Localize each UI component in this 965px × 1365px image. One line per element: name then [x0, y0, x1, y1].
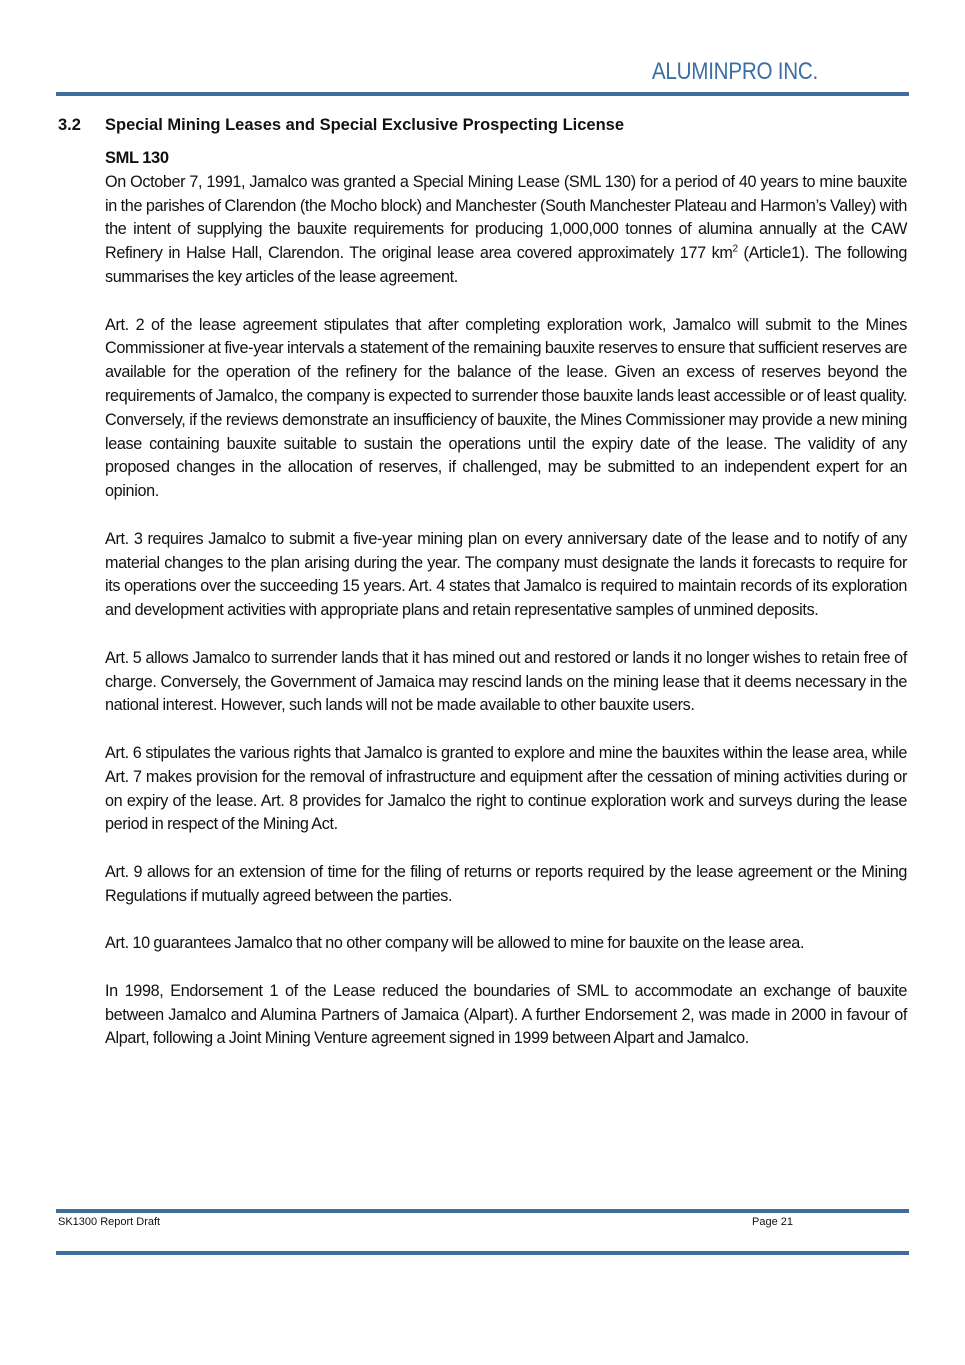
- company-header: ALUMINPRO INC.: [651, 58, 818, 85]
- header-rule: [56, 92, 909, 96]
- paragraph: Art. 3 requires Jamalco to submit a five-year mining plan on every anniversary date of the lease and to notify of any material changes to the plan arising during the year. The company must designate the lands it forecasts to require for its operations over the succeeding 15 years. Art. 4 states that Jamalco is required to maintain records of its exploration and development activities with appropriate plans and retain representative samples of unmined deposits.: [105, 529, 907, 620]
- section-title: Special Mining Leases and Special Exclusive Prospecting License: [105, 116, 625, 134]
- paragraph-text: On October 7, 1991, Jamalco was granted a Special Mining Lease (SML 130) for a period of 40 years to mine bauxite in the parishes of Clarendon (the Mocho block) and Manchester (South Manchester Plateau and Harmon’s Valley) with the intent of supplying the bauxite requirements for producing 1,000,000 tonnes of alumina annually at the CAW Refinery in Halse Hall, Clarendon. The original lease area covered approximately 177 km: [105, 172, 907, 263]
- paragraph: Art. 6 stipulates the various rights that Jamalco is granted to explore and mine the bauxites within the lease area, while Art. 7 makes provision for the removal of infrastructure and equipment after the cessation of mining activities during or on expiry of the lease. Art. 8 provides for Jamalco the right to continue exploration work and surveys during the lease period in respect of the Mining Act.: [105, 743, 907, 834]
- section-number: 3.2: [58, 116, 81, 134]
- section-heading: [58, 116, 624, 135]
- footer-rule-top: [56, 1209, 909, 1213]
- paragraph: [105, 171, 907, 290]
- section-body: [105, 147, 907, 1075]
- paragraph: Art. 5 allows Jamalco to surrender lands that it has mined out and restored or lands it no longer wishes to retain free of charge. Conversely, the Government of Jamaica may rescind lands on the mining lease that it deems necessary in the national interest. However, such lands will not be made available to other bauxite users.: [105, 648, 907, 715]
- paragraph: Art. 2 of the lease agreement stipulates that after completing exploration work, Jamalco will submit to the Mines Commissioner at five-year intervals a statement of the remaining bauxite reserves to ensure that sufficient reserves are available for the operation of the refinery for the balance of the lease. Given an excess of reserves beyond the requirements of Jamalco, the company is expected to surrender those bauxite lands least accessible or of least quality. Conversely, if the reviews demonstrate an insufficiency of bauxite, the Mines Commissioner may provide a new mining lease containing bauxite suitable to sustain the operations until the expiry date of the lease. The validity of any proposed changes in the allocation of reserves, if challenged, may be submitted to an independent expert for an opinion.: [105, 315, 907, 501]
- footer-page-number: Page 21: [752, 1216, 793, 1228]
- paragraph: Art. 10 guarantees Jamalco that no other company will be allowed to mine for bauxite on the lease area.: [105, 934, 805, 953]
- footer-rule-bottom: [56, 1251, 909, 1255]
- superscript: 2: [732, 243, 738, 255]
- paragraph: In 1998, Endorsement 1 of the Lease reduced the boundaries of SML to accommodate an exchange of bauxite between Jamalco and Alumina Partners of Jamaica (Alpart). A further Endorsement 2, was made in 2000 in favour of Alpart, following a Joint Mining Venture agreement signed in 1999 between Alpart and Jamalco.: [105, 981, 907, 1048]
- subheading: SML 130: [105, 149, 169, 167]
- paragraph-text: (Article1). The following summarises the key articles of the lease agreement.: [105, 244, 907, 286]
- footer-document-title: SK1300 Report Draft: [58, 1216, 161, 1228]
- paragraph: Art. 9 allows for an extension of time for the filing of returns or reports required by the lease agreement or the Mining Regulations if mutually agreed between the parties.: [105, 862, 907, 905]
